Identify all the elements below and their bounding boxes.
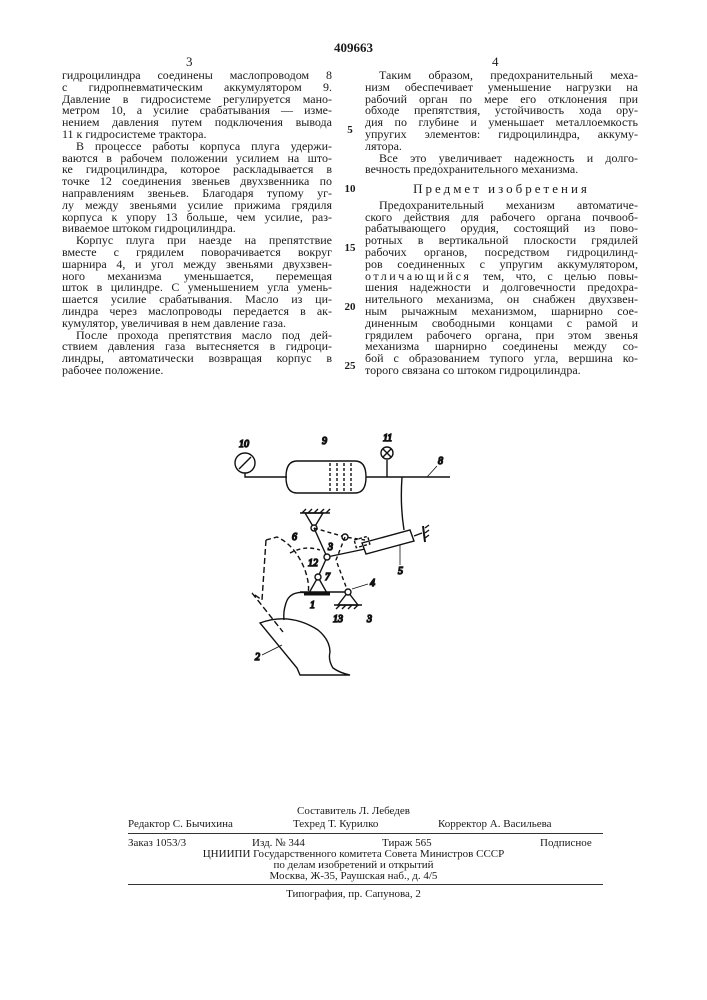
- text-line: метром 10, а усилие срабатывания — изме-: [62, 105, 332, 117]
- label-beam: 1: [310, 600, 315, 611]
- text-line: шается усилие срабатывания. Масло из ци-: [62, 294, 332, 306]
- valve-icon: [381, 447, 393, 477]
- label-valve: 11: [383, 433, 392, 444]
- text-line: Корпус плуга при наезде на препятствие: [62, 235, 332, 247]
- org-line-2: по делам изобретений и открытий: [0, 859, 707, 871]
- hose: [401, 477, 404, 530]
- text-line: рабатывающего орудия, состоящий из пово-: [365, 223, 638, 235]
- text-line: Предохранительный механизм автоматиче-: [365, 200, 638, 212]
- text-line: бой с образованием тупого угла, вершина ко-: [365, 353, 638, 365]
- text-line: нением давления путем подключения вывода: [62, 117, 332, 129]
- line-number: 5: [343, 124, 357, 136]
- label-hinge: 4: [370, 578, 375, 589]
- text-line: гидроцилиндра соединены маслопроводом 8: [62, 70, 332, 82]
- text-line: торого связана со штоком гидроцилиндра.: [365, 365, 638, 377]
- text-line: ров соединенных с упругим аккумулятором,: [365, 259, 638, 271]
- text-line: 11 к гидросистеме трактора.: [62, 129, 332, 141]
- patent-number: 409663: [0, 40, 707, 56]
- text-line: В процессе работы корпуса плуга удержи-: [62, 141, 332, 153]
- text-line: После прохода препятствия масло под дей-: [62, 330, 332, 342]
- text-line: Все это увеличивает надежность и долго-: [365, 153, 638, 165]
- org-line-1: ЦНИИПИ Государственного комитета Совета Министров СССР: [0, 848, 707, 860]
- column-number-left: 3: [186, 54, 193, 70]
- hinge-icon: [334, 584, 368, 609]
- text-line: дия по глубине и уменьшает металлоемкость: [365, 117, 638, 129]
- text-line: виваемое штоком гидроцилиндра.: [62, 223, 332, 235]
- text-line: с гидропневматическим аккумулятором 9.: [62, 82, 332, 94]
- text-line: корпуса к упору 13 больше, чем усилие, раз-: [62, 212, 332, 224]
- text-line: ке гидроцилиндра, которое раскладывается в: [62, 164, 332, 176]
- text-line: низм обеспечивает уменьшение нагрузки на: [365, 82, 638, 94]
- text-line: вечность предохранительного механизма.: [365, 164, 638, 176]
- subscription: Подписное: [540, 837, 592, 849]
- line-number: 25: [343, 360, 357, 372]
- text-line: лу между звеньями усилие прижима грядиля: [62, 200, 332, 212]
- accumulator-icon: [286, 461, 366, 493]
- text-line: обходе препятствия, устойчивость хода ору-: [365, 105, 638, 117]
- proofreader: Корректор А. Васильева: [438, 818, 552, 830]
- claims-heading: Предмет изобретения: [365, 176, 638, 200]
- text-line: Таким образом, предохранительный меха-: [365, 70, 638, 82]
- edition-number: Изд. № 344: [252, 837, 305, 849]
- text-line: лятора.: [365, 141, 638, 153]
- text-line: Давление в гидросистеме регулируется мано-: [62, 94, 332, 106]
- text-line: рабочий орган по мере его отклонения при: [365, 94, 638, 106]
- text-line: грядилем рабочего органа, при этом звенья: [365, 330, 638, 342]
- label-oil-line: 8: [438, 456, 443, 467]
- text-line: диненным свободными концами с рамой и: [365, 318, 638, 330]
- text-line: шарнира 4, и угол между звеньями двухзвен-: [62, 259, 332, 271]
- line-number: 15: [343, 242, 357, 254]
- text-line: кумулятор, увеличивая в нем давление газа.: [62, 318, 332, 330]
- org-line-3: Москва, Ж-35, Раушская наб., д. 4/5: [0, 870, 707, 882]
- line-number: 20: [343, 301, 357, 313]
- label-plow-body: 2: [255, 652, 260, 663]
- text-line: ным рычажным механизмом, шарнирно сое-: [365, 306, 638, 318]
- label-joint: 12: [308, 558, 318, 569]
- text-line: ствием давления газа вытесняется в гидроци-: [62, 341, 332, 353]
- text-line: вместе с грядилем поворачивается вокруг: [62, 247, 332, 259]
- divider: [128, 833, 603, 834]
- print-run: Тираж 565: [382, 837, 432, 849]
- text-line: рабочее положение.: [62, 365, 332, 377]
- text-line: рабочих органов, посредством гидроцилинд-: [365, 247, 638, 259]
- label-stop: 13: [333, 614, 343, 625]
- printing-house: Типография, пр. Сапунова, 2: [0, 888, 707, 900]
- label-pivot: 6: [292, 532, 297, 543]
- text-line: линдры, автоматически возвращая корпус в: [62, 353, 332, 365]
- order-number: Заказ 1053/3: [128, 837, 186, 849]
- text-line: шения надежности и долговечности предохра-: [365, 282, 638, 294]
- label-link: 3: [327, 542, 333, 553]
- divider: [128, 884, 603, 885]
- text-line: ного механизма уменьшается, перемещая: [62, 271, 332, 283]
- text-fragment: тем, что, с целью повы-: [483, 269, 638, 283]
- label-gauge: 10: [239, 439, 249, 450]
- label-link-lower: 3: [366, 614, 372, 625]
- text-line: ротных в вертикальной плоскости грядилей: [365, 235, 638, 247]
- text-line: линдра через маслопроводы передается в ак-: [62, 306, 332, 318]
- column-number-right: 4: [492, 54, 499, 70]
- compiler: Составитель Л. Лебедев: [0, 805, 707, 817]
- text-line: направлениям звеньев. Благодаря тупому уг-: [62, 188, 332, 200]
- label-accumulator: 9: [322, 436, 327, 447]
- text-line: ваются в рабочем положении усилием на што-: [62, 153, 332, 165]
- editor: Редактор С. Бычихина: [128, 818, 233, 830]
- pressure-gauge-icon: [235, 453, 287, 477]
- text-line: шток в цилиндре. С уменьшением угла умень-: [62, 282, 332, 294]
- label-cylinder: 5: [398, 566, 403, 577]
- text-line: нительного механизма, он снабжен двухзвен-: [365, 294, 638, 306]
- label-support: 7: [325, 572, 331, 583]
- text-line: точке 12 соединения звеньев двухзвенника по: [62, 176, 332, 188]
- text-line: механизма шарнирно соединены между со-: [365, 341, 638, 353]
- tech-editor: Техред Т. Курилко: [293, 818, 378, 830]
- line-number: 10: [343, 183, 357, 195]
- text-line: ского действия для рабочего органа почвооб-: [365, 212, 638, 224]
- plow-body: [260, 619, 350, 675]
- text-line: упругих элементов: гидроцилиндра, аккуму-: [365, 129, 638, 141]
- distinguishing-phrase: отличающийся: [365, 269, 471, 283]
